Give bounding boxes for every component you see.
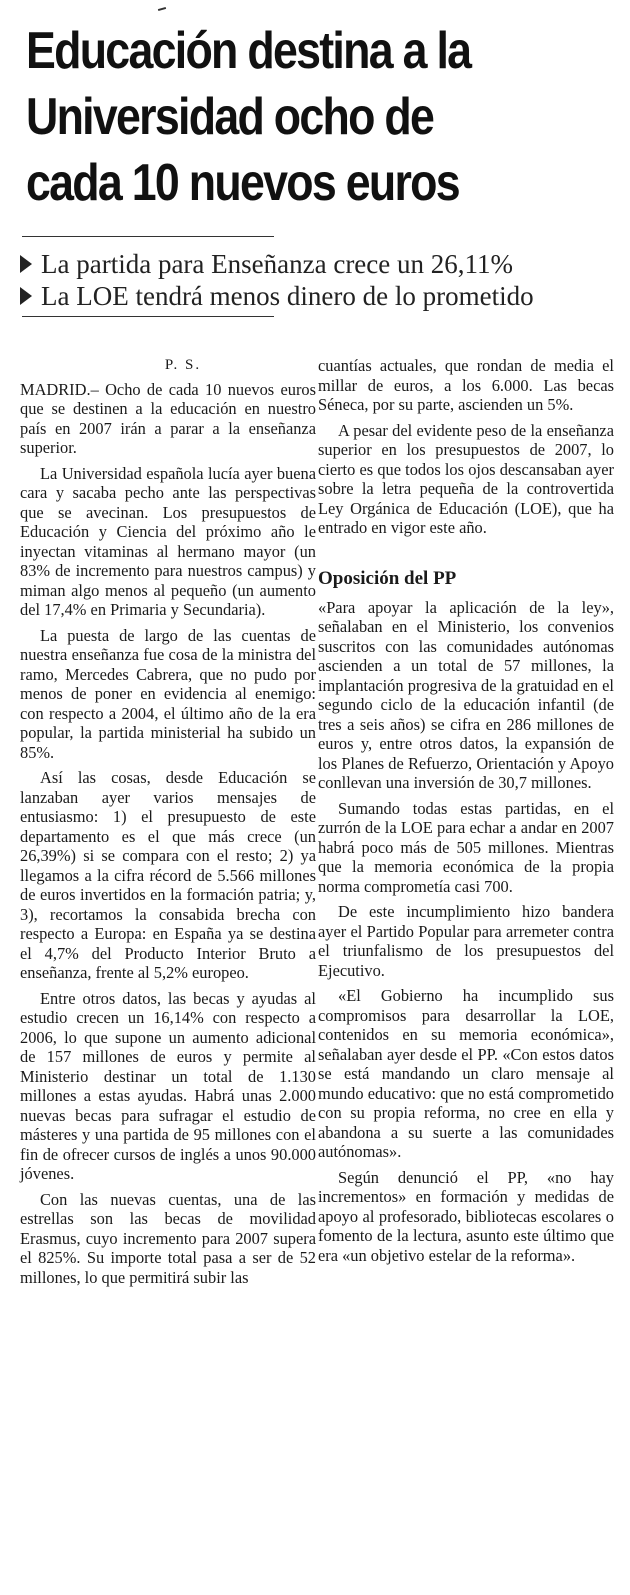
subhead-text: La LOE tendrá menos dinero de lo prometido	[41, 281, 534, 311]
subhead-top-rule	[22, 236, 274, 237]
triangle-bullet-icon	[20, 255, 32, 273]
scan-mark	[158, 7, 166, 11]
paragraph: La Universidad española lucía ayer buena cara y sacaba pecho ante las perspectivas que se avecinan. Los presupuestos de Educación y Ciencia del próximo año le inyectan vitaminas al hermano mayor (un 83% de incremento para nuestros campus) y miman algo menos al pequeño (un aumento del 17,4% en Primaria y Secundaria).	[20, 463, 316, 619]
subhead	[20, 248, 620, 280]
paragraph: Así las cosas, desde Educación se lanzaban ayer varios mensajes de entusiasmo: 1) el presupuesto de este departamento es el que más crece (un 26,39%) si se compara con el resto; 2) ya llegamos a la cifra récord de 5.566 millones de euros invertidos en la formación patria; y, 3), recortamos la consabida brecha con respecto a Europa: en España ya se destina el 4,7% del Producto Interior Bruto a enseñanza, frente al 5,2% europeo.	[20, 768, 316, 982]
subhead-bottom-rule	[22, 316, 274, 317]
paragraph: cuantías actuales, que rondan de media el millar de euros, a los 6.000. Las becas Séneca, por su parte, ascienden un 5%.	[318, 356, 614, 414]
headline-line: Educación destina a la	[26, 22, 471, 80]
paragraph: Sumando todas estas partidas, en el zurrón de la LOE para echar a andar en 2007 habrá poco más de 505 millones. Mientras que la memoria económica de la propia norma comprometía casi 700.	[318, 798, 614, 896]
paragraph: A pesar del evidente peso de la enseñanza superior en los presupuestos de 2007, lo cierto es que todos los ojos descansaban ayer sobre la letra pequeña de la controvertida Ley Orgánica de Educación (LOE), que ha entrado en vigor este año.	[318, 420, 614, 537]
headline	[26, 18, 616, 216]
headline-line: Universidad ocho de	[26, 88, 434, 146]
paragraph: De este incumplimiento hizo bandera ayer el Partido Popular para arremeter contra el triunfalismo de los presupuestos del Ejecutivo.	[318, 902, 614, 980]
paragraph: Con las nuevas cuentas, una de las estrellas son las becas de movilidad Erasmus, cuyo incremento para 2007 supera el 825%. Su importe total pasa a ser de 52 millones, lo que permitirá subir las	[20, 1189, 316, 1287]
subhead-text: La partida para Enseñanza crece un 26,11%	[41, 249, 513, 279]
headline-line: cada 10 nuevos euros	[26, 154, 459, 212]
paragraph: La puesta de largo de las cuentas de nuestra enseñanza fue cosa de la ministra del ramo, Mercedes Cabrera, que no pudo por menos de poner en evidencia al enemigo: con respecto a 2004, el último año de la era popular, la partida ministerial ha subido un 85%.	[20, 625, 316, 762]
article-column-left	[20, 356, 316, 1293]
paragraph: «Para apoyar la aplicación de la ley», señalaban en el Ministerio, los convenios suscritos con las comunidades autónomas ascienden a un total de 57 millones, la implantación progresiva de la gratuidad en el segundo ciclo de la educación infantil (de tres a seis años) se cifra en 286 millones de euros y, entre otros datos, la expansión de los Planes de Refuerzo, Orientación y Apoyo conllevan una inversión de 30,7 millones.	[318, 597, 614, 792]
paragraph: «El Gobierno ha incumplido sus compromisos para desarrollar la LOE, contenidos en su memoria económica», señalaban ayer desde el PP. «Con estos datos se está mandando un claro mensaje al mundo educativo: que no está comprometido con su propia reforma, no cree en ella y abandona a su suerte a las comunidades autónomas».	[318, 986, 614, 1161]
subhead	[20, 280, 620, 312]
byline: P. S.	[164, 357, 202, 373]
subheads	[20, 248, 620, 312]
paragraph: Según denunció el PP, «no hay incrementos» en formación y medidas de apoyo al profesorado, bibliotecas escolares o fomento de la lectura, asunto este último que era «un objetivo estelar de la reforma».	[318, 1167, 614, 1265]
paragraph: Entre otros datos, las becas y ayudas al estudio crecen un 16,14% con respecto a 2006, lo que supone un aumento adicional de 157 millones de euros y permite al Ministerio destinar un total de 1.130 millones a estas ayudas. Habrá unas 2.000 nuevas becas para sufragar el estudio de másteres y una partida de 95 millones con el fin de ofrecer cursos de inglés a unos 90.000 jóvenes.	[20, 988, 316, 1183]
triangle-bullet-icon	[20, 287, 32, 305]
article-column-right	[318, 356, 614, 1271]
paragraph: MADRID.– Ocho de cada 10 nuevos euros que se destinen a la educación en nuestro país en 2007 irán a parar a la enseñanza superior.	[20, 379, 316, 457]
crosshead: Oposición del PP	[318, 567, 457, 589]
